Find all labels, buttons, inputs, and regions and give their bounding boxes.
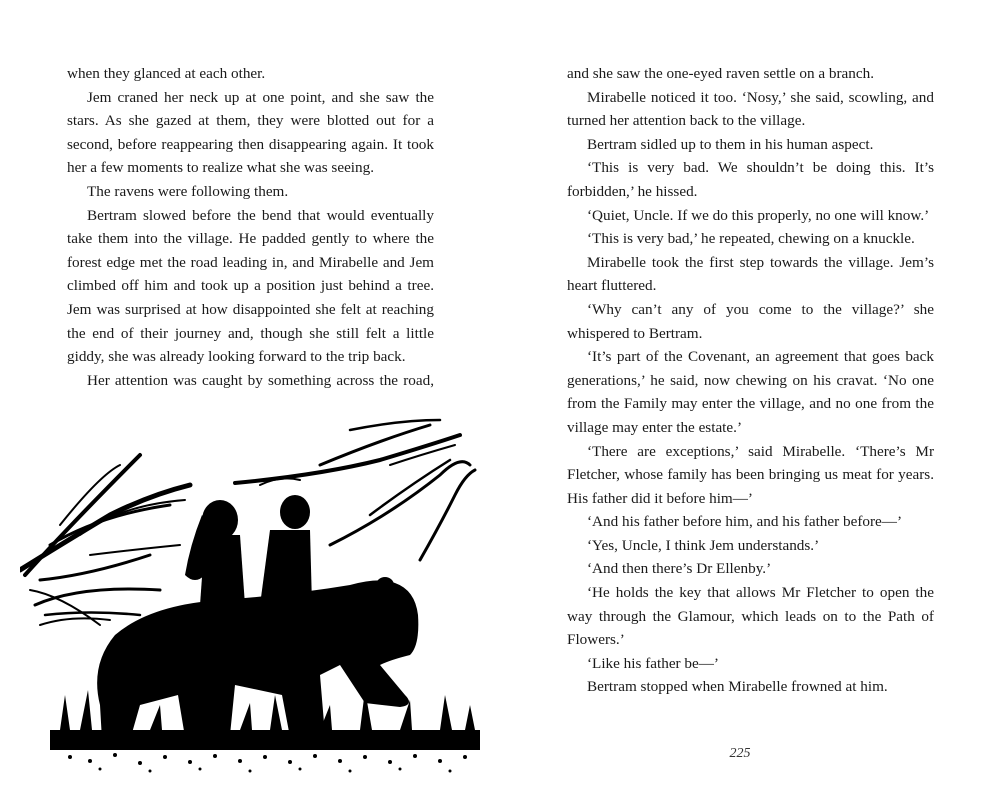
paragraph: ‘It’s part of the Covenant, an agreement that goes back generations,’ he said, now chewing on his cravat. ‘No one from the Family may enter the village, and no one from the village may enter the estate.’ (567, 348, 934, 436)
paragraph: ‘Quiet, Uncle. If we do this properly, no one will know.’ (587, 206, 930, 224)
paragraph: Bertram sidled up to them in his human aspect. (587, 135, 874, 153)
page-number: 225 (729, 746, 751, 761)
silhouette-image (20, 405, 500, 785)
right-page (500, 0, 1000, 800)
paragraph: when they glanced at each other. (67, 65, 266, 82)
paragraph: Bertram stopped when Mirabelle frowned at him. (587, 678, 888, 696)
paragraph: The ravens were following them. (87, 182, 289, 200)
paragraph: and she saw the one-eyed raven settle on a branch. (567, 65, 874, 82)
paragraph: ‘Like his father be—’ (587, 654, 719, 672)
left-page-text (67, 62, 434, 392)
paragraph: ‘He holds the key that allows Mr Fletcher to open the way through the Glamour, which leads on to the Path of Flowers.’ (567, 584, 934, 649)
paragraph: ‘And his father before him, and his father before—’ (587, 513, 903, 531)
paragraph: ‘Yes, Uncle, I think Jem understands.’ (587, 536, 820, 554)
paragraph: ‘There are exceptions,’ said Mirabelle. ‘There’s Mr Fletcher, whose family has been bringing us meat for years. His father did it before him—’ (567, 442, 934, 507)
paragraph: ‘This is very bad,’ he repeated, chewing on a knuckle. (587, 230, 915, 248)
paragraph: Her attention was caught by something across the road, (87, 371, 434, 389)
paragraph: Bertram slowed before the bend that would eventually take them into the village. He padded gently to where the forest edge met the road leading in, and Mirabelle and Jem climbed off him and took up a position just behind a tree. Jem was surprised at how disappointed she felt at reaching the end of their journey and, though she still felt a little giddy, she was already looking forward to the trip back. (67, 206, 434, 366)
right-page-text (567, 62, 934, 699)
paragraph: Mirabelle took the first step towards the village. Jem’s heart fluttered. (567, 253, 934, 295)
paragraph: ‘And then there’s Dr Ellenby.’ (587, 560, 772, 578)
paragraph: ‘Why can’t any of you come to the village?’ she whispered to Bertram. (567, 300, 934, 342)
paragraph: Jem craned her neck up at one point, and she saw the stars. As she gazed at them, they were blotted out for a second, before reappearing then disappearing again. It took her a few moments to realize what she was seeing. (67, 88, 434, 177)
paragraph: ‘This is very bad. We shouldn’t be doing this. It’s forbidden,’ he hissed. (567, 159, 934, 200)
paragraph: Mirabelle noticed it too. ‘Nosy,’ she said, scowling, and turned her attention back to the village. (567, 88, 934, 130)
bear-riders-illustration (20, 405, 500, 785)
